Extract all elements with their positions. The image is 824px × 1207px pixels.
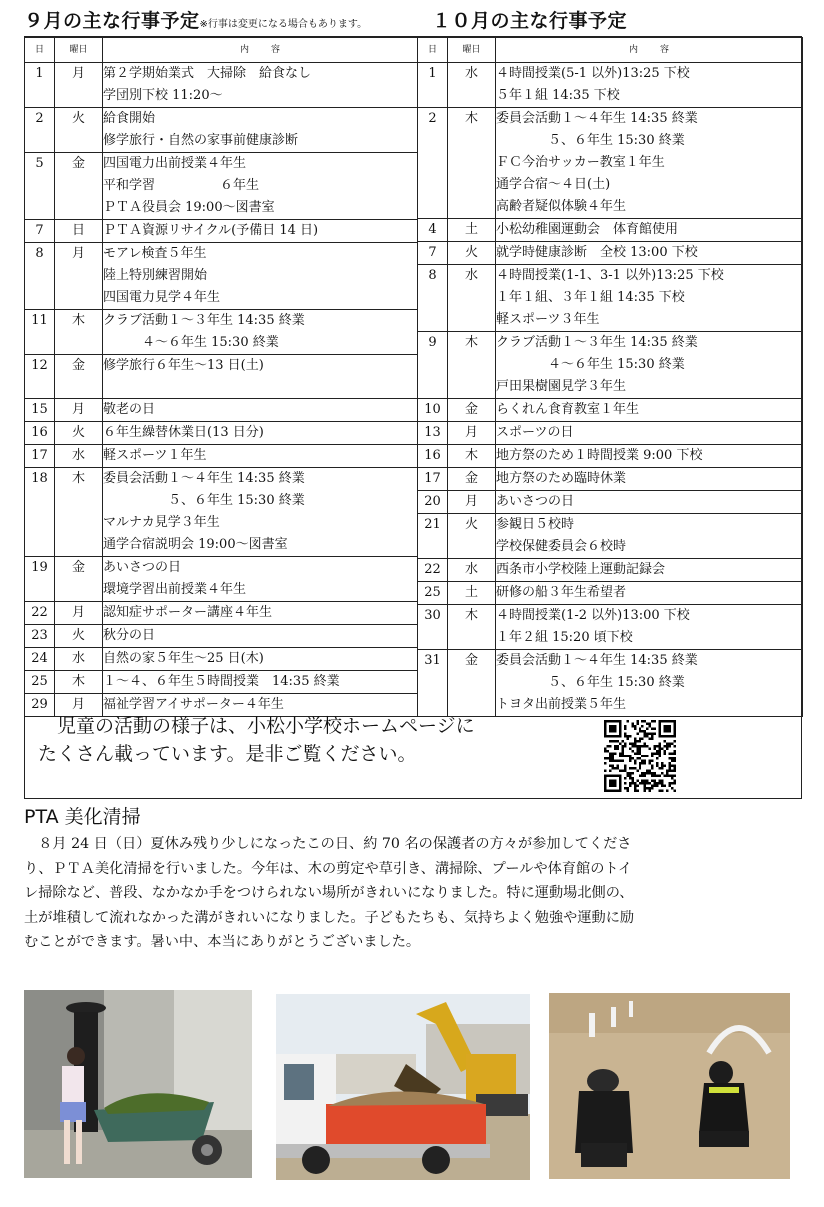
table-header-row [418, 38, 803, 63]
table-row [418, 219, 803, 242]
day-cell: 25 [418, 582, 448, 605]
weekday-cell: 木 [448, 605, 496, 650]
photo-parent-child-wheelbarrow [24, 990, 252, 1178]
september-title: ９月の主な行事予定※行事は変更になる場合もあります。 [24, 10, 368, 32]
event-cell: 委員会活動１～４年生 14:35 終業 ５、６年生 15:30 終業 マルナカ見学３年生 通学合宿説明会 19:00〜図書室 [103, 468, 418, 557]
table-row [418, 63, 803, 108]
event-cell: 委員会活動１～４年生 14:35 終業 ５、６年生 15:30 終業 トヨタ出前授業５年生 [496, 650, 803, 717]
table-row [418, 491, 803, 514]
weekday-cell: 火 [448, 242, 496, 265]
day-cell: 8 [25, 243, 55, 310]
table-header-row [25, 38, 418, 63]
table-row [25, 63, 418, 108]
table-row [418, 108, 803, 219]
table-row [418, 650, 803, 717]
pta-section-body: ８月 24 日（日）夏休み残り少しになったこの日、約 70 名の保護者の方々が参加してくださ り、ＰＴＡ美化清掃を行いました。今年は、木の剪定や草引き、溝掃除、プールや体育館のトイ レ掃除など、普段、なかなか手をつけられない場所がきれいになりました。特に運動場北側の、 土が堆積して流れなかった溝がきれいになりました。子どもたちも、気持ちよく勉強や運動に励 むことができます。暑い中、本当にありがとうございました。 [24, 836, 635, 950]
content-header: 内容 [496, 38, 803, 63]
weekday-header: 曜日 [448, 38, 496, 63]
day-cell: 31 [418, 650, 448, 717]
weekday-cell: 月 [55, 694, 103, 717]
weekday-cell: 水 [55, 648, 103, 671]
day-cell: 22 [25, 602, 55, 625]
day-cell: 15 [25, 399, 55, 422]
day-cell: 7 [418, 242, 448, 265]
table-row [25, 399, 418, 422]
weekday-cell: 水 [448, 559, 496, 582]
event-cell: ４時間授業(5-1 以外)13:25 下校 ５年１組 14:35 下校 [496, 63, 803, 108]
content-header: 内容 [103, 38, 418, 63]
weekday-cell: 水 [448, 265, 496, 332]
photo-excavator-and-truck [276, 994, 530, 1180]
event-cell: ４時間授業(1-1、3-1 以外)13:25 下校 １年１組、３年１組 14:35 下校 軽スポーツ３年生 [496, 265, 803, 332]
weekday-cell: 金 [448, 650, 496, 717]
day-cell: 4 [418, 219, 448, 242]
day-cell: 16 [25, 422, 55, 445]
table-row [25, 108, 418, 153]
event-cell: 自然の家５年生～25 日(木) [103, 648, 418, 671]
schedule-change-note: ※行事は変更になる場合もあります。 [199, 19, 368, 30]
event-cell: 秋分の日 [103, 625, 418, 648]
weekday-cell: 金 [448, 399, 496, 422]
day-cell: 1 [418, 63, 448, 108]
october-schedule-table [417, 37, 803, 717]
day-cell: 5 [25, 153, 55, 220]
table-row [418, 582, 803, 605]
event-cell: らくれん食育教室１年生 [496, 399, 803, 422]
event-cell: 軽スポーツ１年生 [103, 445, 418, 468]
weekday-cell: 火 [55, 422, 103, 445]
day-header: 日 [418, 38, 448, 63]
day-cell: 7 [25, 220, 55, 243]
table-row [25, 468, 418, 557]
event-cell: 福祉学習アイサポーター４年生 [103, 694, 418, 717]
day-cell: 11 [25, 310, 55, 355]
table-row [25, 310, 418, 355]
weekday-cell: 日 [55, 220, 103, 243]
day-cell: 17 [418, 468, 448, 491]
table-row [418, 445, 803, 468]
weekday-cell: 火 [55, 108, 103, 153]
day-cell: 20 [418, 491, 448, 514]
table-row [25, 671, 418, 694]
day-cell: 9 [418, 332, 448, 399]
weekday-cell: 月 [55, 602, 103, 625]
event-cell: クラブ活動１～３年生 14:35 終業 ４～６年生 15:30 終業 戸田果樹園見学３年生 [496, 332, 803, 399]
event-cell: あいさつの日 環境学習出前授業４年生 [103, 557, 418, 602]
day-cell: 16 [418, 445, 448, 468]
event-cell: 四国電力出前授業４年生 平和学習 ６年生 ＰＴＡ役員会 19:00〜図書室 [103, 153, 418, 220]
weekday-cell: 火 [448, 514, 496, 559]
weekday-cell: 金 [55, 557, 103, 602]
weekday-cell: 木 [55, 671, 103, 694]
table-row [25, 445, 418, 468]
weekday-cell: 水 [55, 445, 103, 468]
table-row [25, 243, 418, 310]
day-cell: 18 [25, 468, 55, 557]
table-row [418, 605, 803, 650]
event-cell: 地方祭のため１時間授業 9:00 下校 [496, 445, 803, 468]
day-cell: 2 [25, 108, 55, 153]
day-cell: 2 [418, 108, 448, 219]
day-cell: 19 [25, 557, 55, 602]
table-row [418, 468, 803, 491]
weekday-cell: 土 [448, 582, 496, 605]
table-row [418, 332, 803, 399]
table-row [25, 625, 418, 648]
event-cell: 認知症サポーター講座４年生 [103, 602, 418, 625]
event-cell: 給食開始 修学旅行・自然の家事前健康診断 [103, 108, 418, 153]
event-cell: ４時間授業(1-2 以外)13:00 下校 １年２組 15:20 頃下校 [496, 605, 803, 650]
table-row [25, 557, 418, 602]
event-cell: 小松幼稚園運動会 体育館使用 [496, 219, 803, 242]
pta-section-title: PTA 美化清掃 [24, 806, 141, 828]
day-cell: 22 [418, 559, 448, 582]
weekday-cell: 木 [448, 445, 496, 468]
weekday-cell: 月 [448, 491, 496, 514]
event-cell: 研修の船３年生希望者 [496, 582, 803, 605]
event-cell: 参観日５校時 学校保健委員会６校時 [496, 514, 803, 559]
day-cell: 13 [418, 422, 448, 445]
event-cell: 修学旅行６年生～13 日(土) [103, 355, 418, 399]
table-row [418, 399, 803, 422]
weekday-cell: 火 [55, 625, 103, 648]
table-row [25, 648, 418, 671]
table-row [418, 514, 803, 559]
event-cell: ＰＴＡ資源リサイクル(予備日 14 日) [103, 220, 418, 243]
event-cell: ６年生繰替休業日(13 日分) [103, 422, 418, 445]
event-cell: スポーツの日 [496, 422, 803, 445]
table-row [25, 422, 418, 445]
event-cell: モアレ検査５年生 陸上特別練習開始 四国電力見学４年生 [103, 243, 418, 310]
september-schedule-table [24, 37, 418, 717]
homepage-promo-text: 児童の活動の様子は、小松小学校ホームページに たくさん載っています。是非ご覧ください。 [38, 715, 475, 765]
event-cell: 地方祭のため臨時休業 [496, 468, 803, 491]
weekday-cell: 金 [55, 355, 103, 399]
day-cell: 23 [25, 625, 55, 648]
event-cell: 敬老の日 [103, 399, 418, 422]
event-cell: １～４、６年生５時間授業 14:35 終業 [103, 671, 418, 694]
event-cell: クラブ活動１～３年生 14:35 終業 ４～６年生 15:30 終業 [103, 310, 418, 355]
table-row [418, 265, 803, 332]
table-row [418, 559, 803, 582]
weekday-cell: 木 [55, 310, 103, 355]
photo-weeding-playground [549, 993, 790, 1179]
table-row [25, 220, 418, 243]
day-cell: 29 [25, 694, 55, 717]
event-cell: あいさつの日 [496, 491, 803, 514]
day-cell: 1 [25, 63, 55, 108]
day-cell: 21 [418, 514, 448, 559]
weekday-cell: 木 [55, 468, 103, 557]
day-cell: 24 [25, 648, 55, 671]
weekday-cell: 土 [448, 219, 496, 242]
weekday-cell: 木 [448, 332, 496, 399]
event-cell: 委員会活動１～４年生 14:35 終業 ５、６年生 15:30 終業 ＦＣ今治サッカー教室１年生 通学合宿～４日(土) 高齢者疑似体験４年生 [496, 108, 803, 219]
weekday-cell: 金 [448, 468, 496, 491]
table-row [25, 153, 418, 220]
homepage-qr-code[interactable] [604, 720, 676, 792]
weekday-cell: 月 [55, 399, 103, 422]
weekday-cell: 月 [55, 243, 103, 310]
weekday-cell: 月 [448, 422, 496, 445]
event-cell: 第２学期始業式 大掃除 給食なし 学団別下校 11:20〜 [103, 63, 418, 108]
table-row [25, 602, 418, 625]
table-row [25, 355, 418, 399]
day-cell: 17 [25, 445, 55, 468]
october-title: １０月の主な行事予定 [432, 10, 628, 32]
day-cell: 30 [418, 605, 448, 650]
weekday-cell: 木 [448, 108, 496, 219]
weekday-header: 曜日 [55, 38, 103, 63]
weekday-cell: 金 [55, 153, 103, 220]
table-row [418, 422, 803, 445]
day-cell: 12 [25, 355, 55, 399]
day-cell: 10 [418, 399, 448, 422]
weekday-cell: 水 [448, 63, 496, 108]
table-row [418, 242, 803, 265]
day-cell: 25 [25, 671, 55, 694]
day-header: 日 [25, 38, 55, 63]
weekday-cell: 月 [55, 63, 103, 108]
event-cell: 就学時健康診断 全校 13:00 下校 [496, 242, 803, 265]
day-cell: 8 [418, 265, 448, 332]
event-cell: 西条市小学校陸上運動記録会 [496, 559, 803, 582]
